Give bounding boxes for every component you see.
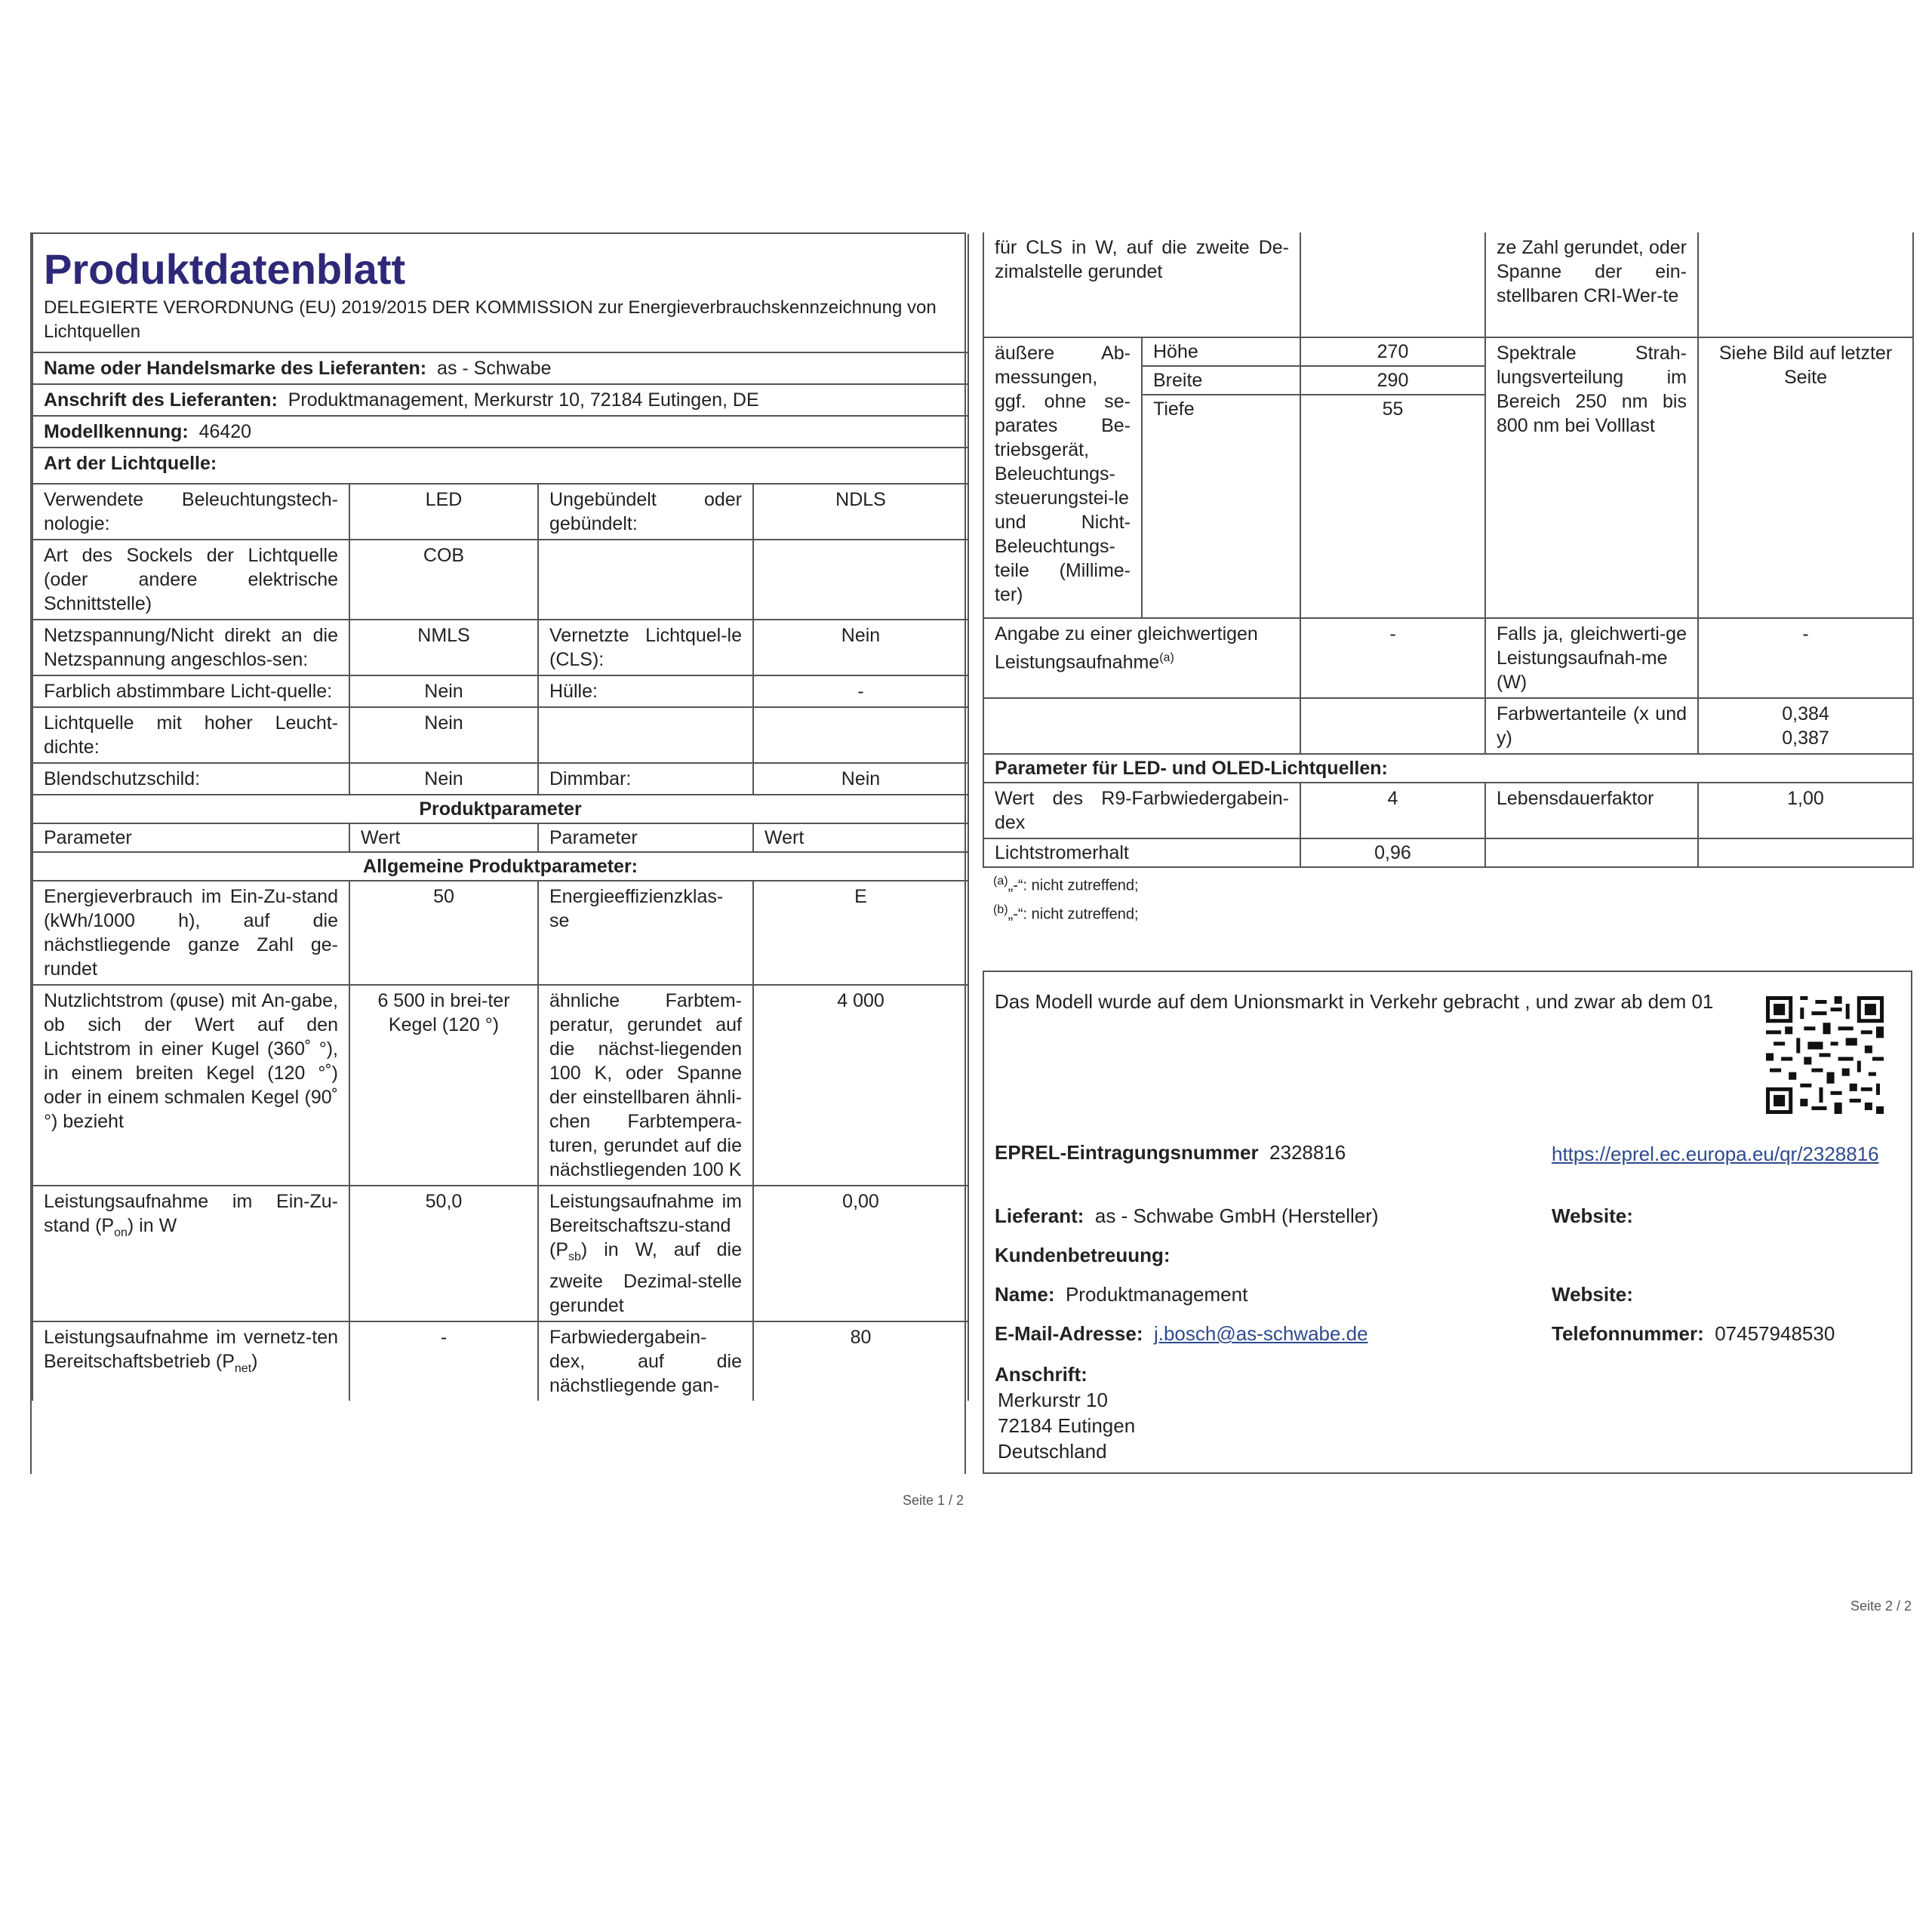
footnote-b: $^{(b)}$„-“: nicht zutreffend; [993, 903, 1139, 923]
ee-class-value: E [753, 881, 968, 985]
cct-value: 4 000 [753, 985, 968, 1186]
tech-label: Verwendete Beleuchtungstech-nologie: [32, 484, 349, 540]
cap-value: COB [349, 540, 538, 620]
survival-label: Lebensdauerfaktor [1485, 783, 1698, 838]
equiv-power-claim-value: - [1300, 618, 1485, 698]
supplier-name-value: as - Schwabe [437, 358, 552, 379]
depth-value: 55 [1300, 395, 1485, 618]
depth-label: Tiefe [1142, 395, 1300, 618]
datasheet-table-page1 [32, 234, 969, 1401]
lumen-maintenance-value: 0,96 [1300, 838, 1485, 867]
cap-label: Art des Sockels der Lichtquelle (oder andere elektrische Schnittstelle) [32, 540, 349, 620]
chromaticity-value [1698, 698, 1913, 754]
email-link[interactable]: j.bosch@as-schwabe.de [1153, 1322, 1368, 1345]
cls-standby-label-cont: für CLS in W, auf die zweite De-zimalstelle gerundet [983, 232, 1300, 337]
equiv-power-label: Falls ja, gleichwerti-ge Leistungsaufnah-me (W) [1485, 618, 1698, 698]
energy-value: 50 [349, 881, 538, 985]
eprel-link[interactable]: https://eprel.ec.europa.eu/qr/2328816 [1552, 1143, 1879, 1165]
high-luminance-label: Lichtquelle mit hoher Leucht-dichte: [32, 707, 349, 763]
width-label: Breite [1142, 366, 1300, 395]
cct-label: ähnliche Farbtem-peratur, gerundet auf die nächst-liegenden 100 K, oder Spanne der einstellbaren ähnli-chen Farbtempera-turen, gerundet auf die nächstliegenden 100 K [538, 985, 753, 1186]
energy-label: Energieverbrauch im Ein-Zu-stand (kWh/1000 h), auf die nächstliegende ganze Zahl ge-rundet [32, 881, 349, 985]
regulation-text: DELEGIERTE VERORDNUNG (EU) 2019/2015 DER KOMMISSION zur Energieverbrauchskennzeichnung von Lichtquellen [44, 297, 937, 342]
ee-class-label: Energieeffizienzklas-se [538, 881, 753, 985]
dimmable-label: Dimmbar: [538, 763, 753, 795]
flux-label: Nutzlichtstrom (φuse) mit An-gabe, ob sich der Wert auf den Lichtstrom in einer Kugel (360˚ °), in einem breiten Kegel (120 °˚) oder in einem schmalen Kegel (90˚ °) bezieht [32, 985, 349, 1186]
directional-value: NDLS [753, 484, 968, 540]
antiglare-label: Blendschutzschild: [32, 763, 349, 795]
address-line-2: 72184 Eutingen [998, 1414, 1136, 1437]
address-line-1: Merkurstr 10 [998, 1389, 1108, 1411]
equiv-power-claim-label: Angabe zu einer gleichwertigen Leistungsaufnahme$^{(a)}$ [983, 618, 1300, 698]
spectral-value: Siehe Bild auf letzter Seite [1698, 337, 1913, 618]
mains-value: NMLS [349, 620, 538, 675]
model-value: 46420 [198, 421, 252, 442]
chromaticity-y: 0,387 [1782, 728, 1829, 749]
cri-label-cont: ze Zahl gerundet, oder Spanne der ein-stellbaren CRI-Wer-te [1485, 232, 1698, 337]
lumen-maintenance-label: Lichtstromerhalt [983, 838, 1300, 867]
cls-value: Nein [753, 620, 968, 675]
light-type-label: Art der Lichtquelle: [32, 448, 968, 484]
model-label: Modellkennung: [44, 421, 189, 442]
antiglare-value: Nein [349, 763, 538, 795]
colour-tunable-value: Nein [349, 675, 538, 707]
r9-value: 4 [1300, 783, 1485, 838]
supplier-name-label: Name oder Handelsmarke des Lieferanten: [44, 358, 427, 379]
chromaticity-x: 0,384 [1782, 703, 1829, 724]
phone-label: Telefonnummer: [1552, 1322, 1704, 1345]
r9-label: Wert des R9-Farbwiedergabein-dex [983, 783, 1300, 838]
pnet-label: Leistungsaufnahme im vernetz-ten Bereitschaftsbetrieb $(P_{net})$ [32, 1321, 349, 1401]
height-value: 270 [1300, 337, 1485, 366]
high-luminance-value: Nein [349, 707, 538, 763]
col-header-value-2: Wert [753, 823, 968, 852]
dimmable-value: Nein [753, 763, 968, 795]
col-header-param-2: Parameter [538, 823, 753, 852]
market-date-text: Das Modell wurde auf dem Unionsmarkt in Verkehr gebracht , und zwar ab dem 01 [995, 990, 1714, 1013]
tech-value: LED [349, 484, 538, 540]
col-header-value: Wert [349, 823, 538, 852]
page-number-1: Seite 1 / 2 [903, 1493, 964, 1508]
flux-value: 6 500 in brei-ter Kegel (120 °) [349, 985, 538, 1186]
height-label: Höhe [1142, 337, 1300, 366]
email-label: E-Mail-Adresse: [995, 1322, 1143, 1345]
supplier-address-value: Produktmanagement, Merkurstr 10, 72184 Eutingen, DE [288, 389, 759, 411]
chromaticity-label: Farbwertanteile (x und y) [1485, 698, 1698, 754]
website-label-2: Website: [1552, 1283, 1633, 1306]
col-header-param: Parameter [32, 823, 349, 852]
cri-label: Farbwiedergabein-dex, auf die nächstliegende gan- [538, 1321, 753, 1401]
section-led-params: Parameter für LED- und OLED-Lichtquellen: [983, 754, 1913, 783]
qr-code-icon[interactable] [1766, 996, 1884, 1114]
page-1 [30, 232, 966, 1474]
cri-value: 80 [753, 1321, 968, 1401]
page-2 [983, 232, 1912, 928]
eprel-value: 2328816 [1269, 1141, 1346, 1164]
equiv-power-value: - [1698, 618, 1913, 698]
psb-label: Leistungsaufnahme im Bereitschaftszu-stand $(P_{sb})$ in W, auf die zweite Dezimal-stelle gerundet [538, 1186, 753, 1321]
envelope-value: - [753, 675, 968, 707]
width-value: 290 [1300, 366, 1485, 395]
page-title: Produktdatenblatt [44, 245, 406, 293]
eprel-label: EPREL-Eintragungsnummer [995, 1141, 1259, 1164]
colour-tunable-label: Farblich abstimmbare Licht-quelle: [32, 675, 349, 707]
directional-label: Ungebündelt oder gebündelt: [538, 484, 753, 540]
website-label: Website: [1552, 1204, 1633, 1227]
section-general-params: Allgemeine Produktparameter: [32, 852, 968, 881]
supplier-value: as - Schwabe GmbH (Hersteller) [1094, 1204, 1379, 1227]
pnet-value: - [349, 1321, 538, 1401]
survival-value: 1,00 [1698, 783, 1913, 838]
datasheet-table-page2 [983, 232, 1914, 868]
contact-name-value: Produktmanagement [1065, 1283, 1248, 1306]
contact-name-label: Name: [995, 1283, 1055, 1306]
pon-value: 50,0 [349, 1186, 538, 1321]
pon-label: Leistungsaufnahme im Ein-Zu-stand $(P_{on})$ in W [32, 1186, 349, 1321]
envelope-label: Hülle: [538, 675, 753, 707]
dimensions-label: äußere Ab-messungen, ggf. ohne se-parates Be-triebsgerät, Beleuchtungs-steuerungstei-le und Nicht-Beleuchtungs-teile (Millime-ter) [983, 337, 1142, 618]
address-label: Anschrift: [995, 1363, 1088, 1386]
cls-label: Vernetzte Lichtquel-le (CLS): [538, 620, 753, 675]
supplier-label: Lieferant: [995, 1204, 1084, 1227]
spectral-label: Spektrale Strah-lungsverteilung im Bereich 250 nm bis 800 nm bei Volllast [1485, 337, 1698, 618]
footnote-a: $^{(a)}$„-“: nicht zutreffend; [993, 875, 1139, 894]
customer-service-label: Kundenbetreuung: [995, 1244, 1171, 1266]
address-line-3: Deutschland [998, 1440, 1107, 1463]
psb-value: 0,00 [753, 1186, 968, 1321]
phone-value: 07457948530 [1715, 1322, 1835, 1345]
page-number-2: Seite 2 / 2 [1850, 1598, 1912, 1614]
mains-label: Netzspannung/Nicht direkt an die Netzspannung angeschlos-sen: [32, 620, 349, 675]
section-product-params: Produktparameter [32, 795, 968, 823]
supplier-address-label: Anschrift des Lieferanten: [44, 389, 278, 411]
supplier-info-box [983, 971, 1912, 1474]
